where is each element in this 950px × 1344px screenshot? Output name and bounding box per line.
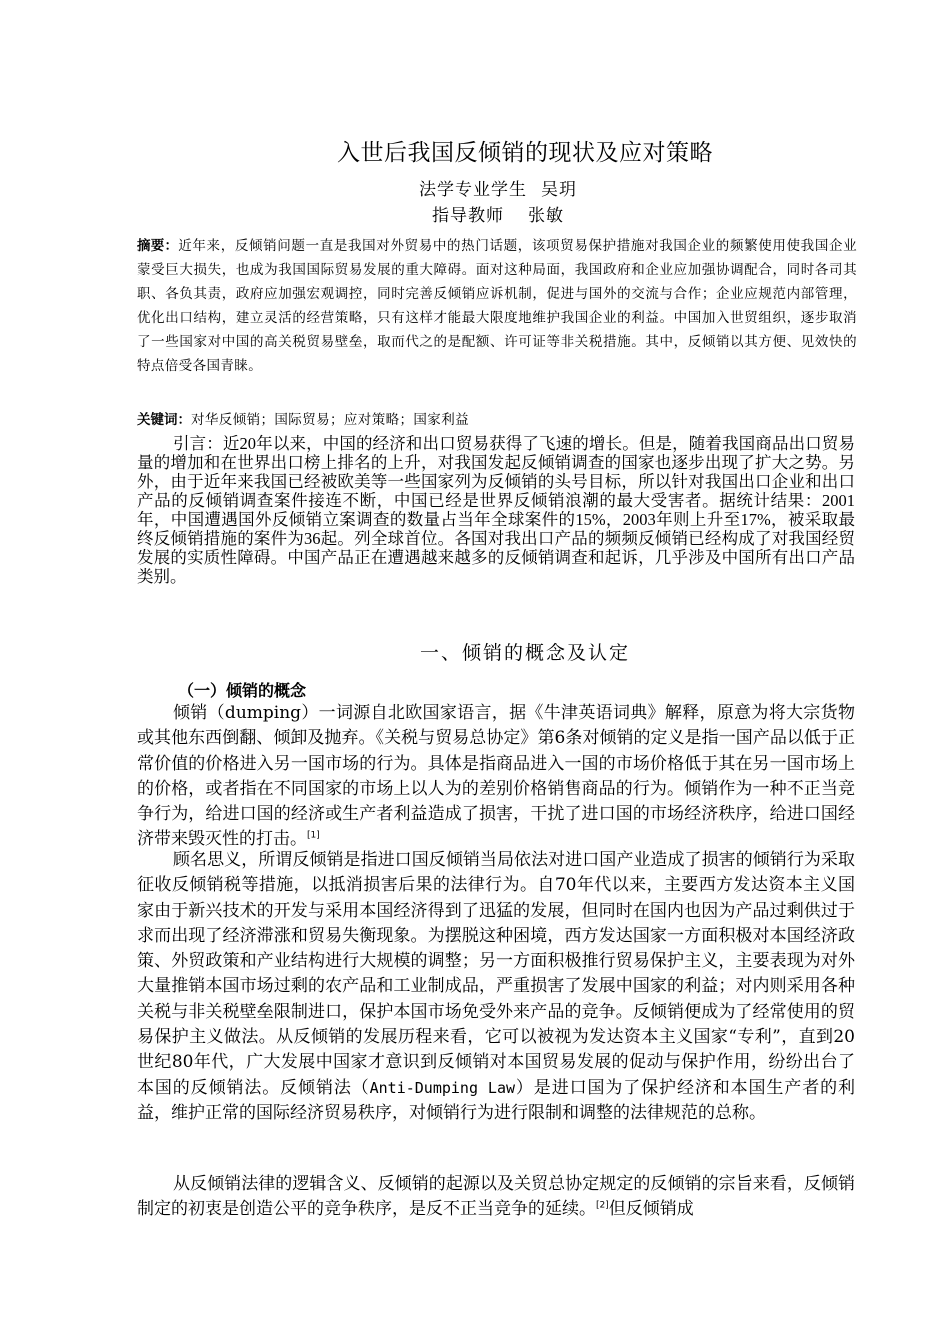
document-title: 入世后我国反倾销的现状及应对策略 bbox=[337, 140, 713, 166]
author-role: 法学专业学生 bbox=[419, 180, 527, 200]
paragraph-text: 从反倾销法律的逻辑含义、反倾销的起源以及关贸总协定规定的反倾销的宗旨来看，反倾销制定的初衷是创造公平的竞争秩序，是反不正当竞争的延续。 bbox=[137, 1174, 855, 1220]
body-paragraph bbox=[137, 848, 855, 1126]
intro-paragraph: 引言：近20年以来，中国的经济和出口贸易获得了飞速的增长。但是，随着我国商品出口贸易量的增加和在世界出口榜上排名的上升，对我国发起反倾销调查的国家也逐步出现了扩大之势。另外，由于近年来我国已经被欧美等一些国家列为反倾销的头号目标，所以针对我国出口企业和出口产品的反倾销调查案件接连不断，中国已经是世界反倾销浪潮的最大受害者。据统计结果：2001年，中国遭遇国外反倾销立案调查的数量占当年全球案件的15%，2003年则上升至17%，被采取最终反倾销措施的案件为36起。列全球首位。各国对我出口产品的频频反倾销已经构成了对我国经贸发展的实质性障碍。中国产品正在遭遇越来越多的反倾销调查和起诉，几乎涉及中国所有出口产品类别。 bbox=[137, 434, 855, 586]
advisor-role: 指导教师 bbox=[432, 206, 504, 226]
footnote-ref: [1] bbox=[307, 830, 320, 841]
abstract-label: 摘要： bbox=[137, 238, 179, 254]
abstract bbox=[137, 234, 857, 378]
english-term: Anti-Dumping Law bbox=[369, 1078, 516, 1097]
paragraph-text: 但反倾销成 bbox=[608, 1199, 694, 1220]
author-name: 吴玥 bbox=[541, 180, 577, 200]
footnote-ref: [2] bbox=[596, 1200, 609, 1211]
author-line bbox=[0, 175, 950, 200]
abstract-text: 近年来，反倾销问题一直是我国对外贸易中的热门话题，该项贸易保护措施对我国企业的频繁使用使我国企业蒙受巨大损失，也成为我国国际贸易发展的重大障碍。面对这种局面，我国政府和企业应加强协调配合，同时各司其职、各负其责，政府应加强宏观调控，同时完善反倾销应诉机制，促进与国外的交流与合作；企业应规范内部管理，优化出口结构，建立灵活的经营策略，只有这样才能最大限度地维护我国企业的利益。中国加入世贸组织，逐步取消了一些国家对中国的高关税贸易壁垒，取而代之的是配额、许可证等非关税措施。其中，反倾销以其方便、见效快的特点倍受各国青睐。 bbox=[137, 238, 858, 374]
paragraph-text: 倾销（dumping）一词源自北欧国家语言，据《牛津英语词典》解释，原意为将大宗货物或其他东西倒翻、倾卸及抛弃。《关税与贸易总协定》第6条对倾销的定义是指一国产品以低于正常价值的价格进入另一国市场的行为。具体是指商品进入一国的市场价格低于其在另一国市场上的价格，或者指在不同国家的市场上以人为的差别价格销售商品的行为。倾销作为一种不正当竞争行为，给进口国的经济或生产者利益造成了损害，干扰了进口国的市场经济秩序，给进口国经济带来毁灭性的打击。 bbox=[137, 703, 855, 850]
body-paragraph bbox=[137, 701, 855, 853]
body-paragraph bbox=[137, 1172, 855, 1223]
keywords-label: 关键词： bbox=[137, 412, 191, 428]
subsection-heading: （一）倾销的概念 bbox=[178, 681, 307, 700]
paragraph-text: 顾名思义，所谓反倾销是指进口国反倾销当局依法对进口国产业造成了损害的倾销行为采取征收反倾销税等措施，以抵消损害后果的法律行为。自70年代以来，主要西方发达资本主义国家由于新兴技术的开发与采用本国经济得到了迅猛的发展，但同时在国内也因为产品过剩供过于求而出现了经济滞涨和贸易失衡现象。为摆脱这种困境，西方发达国家一方面积极对本国经济政策、外贸政策和产业结构进行大规模的调整；另一方面积极推行贸易保护主义，主要表现为对外大量推销本国市场过剩的农产品和工业制成品，严重损害了发展中国家的利益；对内则采用各种关税与非关税壁垒限制进口，保护本国市场免受外来产品的竞争。反倾销便成为了经常使用的贸易保护主义做法。从反倾销的发展历程来看，它可以被视为发达资本主义国家“专利”，直到20世纪80年代，广大发展中国家才意识到反倾销对本国贸易发展的促动与保护作用，纷纷出台了本国的反倾销法。反倾销法（ bbox=[137, 850, 855, 1098]
advisor-line bbox=[0, 201, 950, 226]
section-heading: 一、倾销的概念及认定 bbox=[419, 642, 630, 664]
keywords bbox=[137, 410, 857, 430]
keywords-text: 对华反倾销；国际贸易；应对策略；国家利益 bbox=[191, 412, 469, 428]
paragraph-text: ）是进口国为了保护经济和本国生产者的利益，维护正常的国际经济贸易秩序，对倾销行为进行限制和调整的法律规范的总称。 bbox=[137, 1077, 855, 1123]
advisor-name: 张敏 bbox=[528, 206, 564, 226]
